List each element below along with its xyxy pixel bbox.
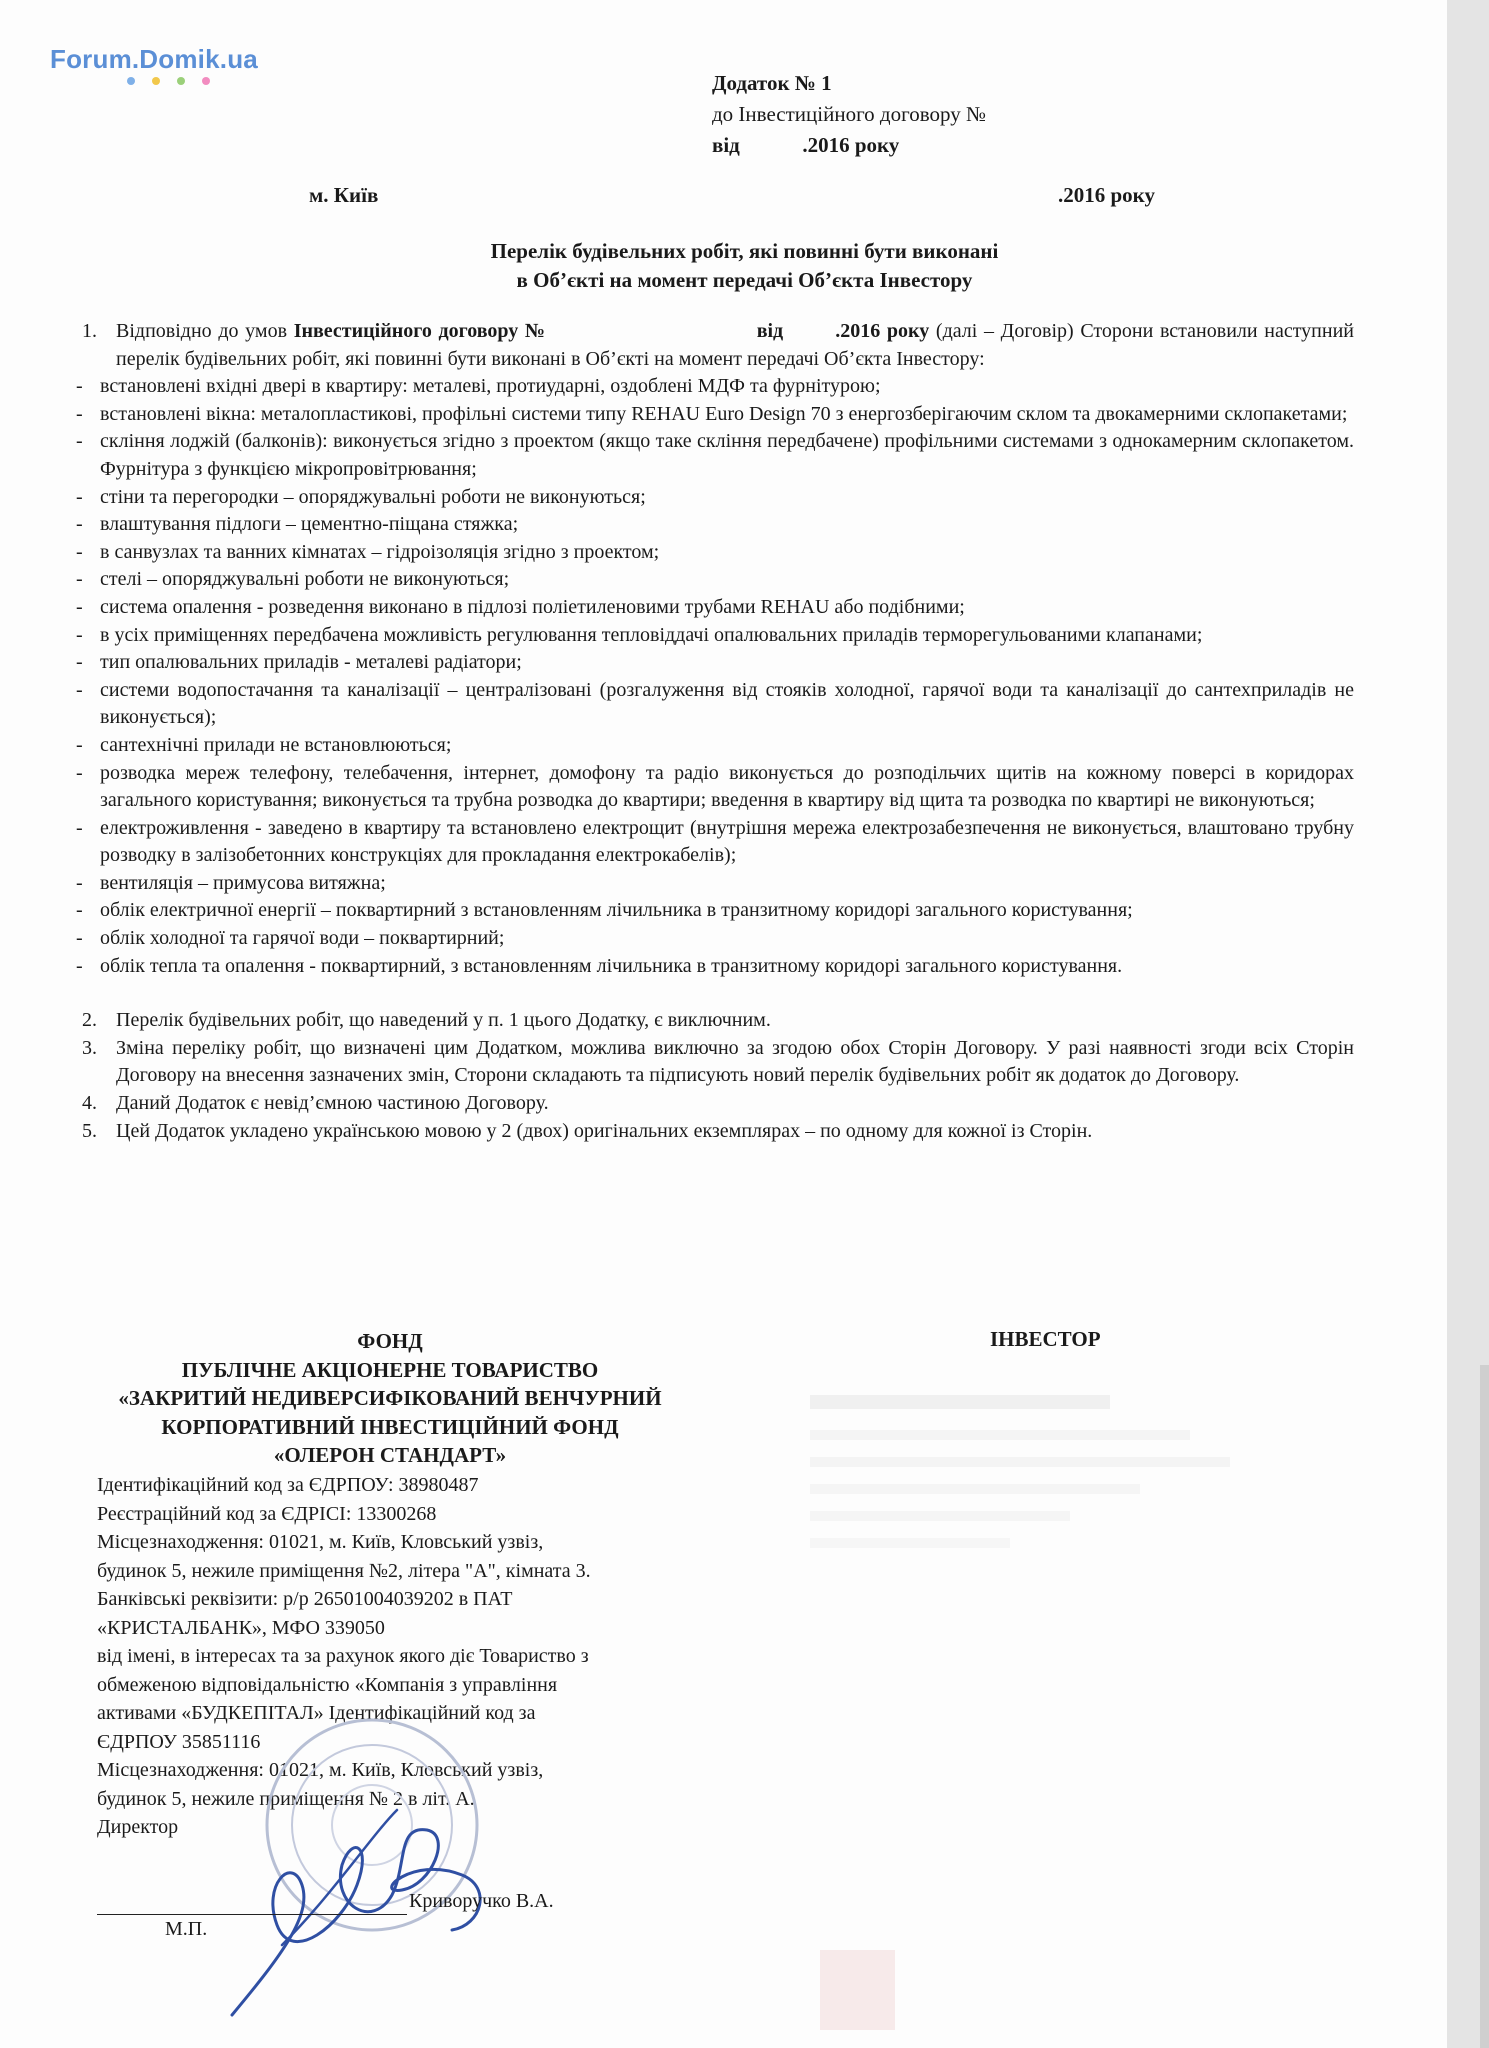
list-bullet: - [76,678,83,701]
list-bullet: - [76,871,83,894]
fund-detail-line: Місцезнаходження: 01021, м. Київ, Кловський узвіз, [97,1759,544,1781]
watermark-dot [152,77,160,85]
document-body [72,318,1354,1145]
list-item [72,649,1354,677]
list-item-text: вентиляція – примусова витяжна; [100,871,386,894]
list-item-text: в усіх приміщеннях передбачена можливість регулювання тепловіддачі опалювальних приладів терморегульованими клапанами; [100,623,1203,646]
list-bullet: - [76,402,83,425]
paragraph-number: 3. [82,1036,97,1059]
paragraph-number: 1. [82,320,97,342]
closing-paragraphs [72,1007,1354,1145]
list-item [72,622,1354,650]
contract-date: .2016 року [835,320,930,342]
list-bullet: - [76,485,83,508]
paragraph-text: Даний Додаток є невід’ємною частиною Договору. [116,1092,549,1115]
fund-detail-line: будинок 5, нежиле приміщення №2, літера "А", кімната 3. [97,1559,591,1582]
list-item [72,594,1354,622]
list-item-text: розводка мереж телефону, телебачення, інтернет, домофону та радіо виконується до розподільчих щитів на кожному поверсі в коридорах загального користування; виконується та трубна розводка до квартири; введення в квартиру від щита та розводка по квартирі не виконуються; [100,761,1354,812]
list-item [72,760,1354,815]
watermark-dot [127,77,135,85]
fund-name-line: ПУБЛІЧНЕ АКЦІОНЕРНЕ ТОВАРИСТВО [181,1357,599,1382]
paragraph-number: 4. [82,1092,97,1115]
title-line: в Об’єкті на момент передачі Об’єкта Інвестору [516,268,973,292]
list-bullet: - [76,540,83,563]
list-item [72,897,1354,925]
paragraph-text: Відповідно до умов [116,320,294,342]
fund-name-line: «ОЛЕРОН СТАНДАРТ» [273,1443,507,1467]
list-item [72,953,1354,981]
watermark-logo[interactable]: Forum.Domik.ua [50,44,258,74]
appendix-contract-line [712,99,986,130]
faded-investor-block [790,1385,1350,1585]
scan-edge-shadow [1480,1365,1489,2048]
list-item-text: влаштування підлоги – цементно-піщана стяжка; [100,513,519,536]
date-prefix: від [712,133,740,157]
paragraph-text: Зміна переліку робіт, що визначені цим Додатком, можлива виключно за згодою обох Сторін Договору. У разі наявності згоди всіх Сторін Договору на внесення зазначених змін, Сторони складають та підписують новий перелік будівельних робіт як додаток до Договору. [116,1036,1354,1087]
stamp-and-signature [222,1715,622,2035]
list-item-text: стелі – опоряджувальні роботи не виконуються; [100,568,510,591]
date-suffix: .2016 року [802,133,900,157]
fund-detail-line: Директор [97,1816,179,1838]
list-item [72,428,1354,483]
investor-label: ІНВЕСТОР [990,1327,1101,1351]
works-list [72,373,1354,980]
watermark-dots [127,77,210,85]
fund-name-line: КОРПОРАТИВНИЙ ІНВЕСТИЦІЙНИЙ ФОНД [161,1414,619,1439]
fund-detail-line: обмеженою відповідальністю «Компанія з управління [97,1673,558,1696]
signatory-name: Криворучко В.А. [409,1890,554,1912]
fund-detail-line: «КРИСТАЛБАНК», МФО 339050 [97,1616,385,1639]
signature-line [97,1914,407,1915]
list-bullet: - [76,595,83,618]
list-bullet: - [76,568,83,591]
paragraph [72,1118,1354,1146]
list-bullet: - [76,430,83,453]
list-item [72,566,1354,594]
list-bullet: - [76,954,83,977]
spacer [72,980,1354,1007]
list-item [72,401,1354,429]
paragraph-number: 2. [82,1009,97,1032]
list-item-text: облік тепла та опалення - поквартирний, з встановленням лічильника в транзитному коридорі загального користування. [100,954,1123,977]
list-bullet: - [76,513,83,536]
paragraph-text: Перелік будівельних робіт, що наведений у п. 1 цього Додатку, є виключним. [116,1009,771,1032]
list-item-text: скління лоджій (балконів): виконується згідно з проектом (якщо таке скління передбачене) профільними системами з однокамерним склопакетом. Фурнітура з функцією мікропровітрювання; [100,430,1354,480]
list-item [72,925,1354,953]
list-item [72,373,1354,401]
list-item [72,677,1354,732]
fund-name-line: «ЗАКРИТИЙ НЕДИВЕРСИФІКОВАНИЙ ВЕНЧУРНИЙ [118,1386,662,1410]
list-bullet: - [76,899,83,922]
list-item-text: в санвузлах та ванних кімнатах – гідроізоляція згідно з проектом; [100,540,660,563]
contract-reference: до Інвестиційного договору № [712,102,986,126]
fund-detail-line: будинок 5, нежиле приміщення № 2 в літ. А. [97,1787,475,1810]
list-item [72,815,1354,870]
watermark-dot [177,77,185,85]
fund-label: ФОНД [357,1329,423,1353]
contract-name: Інвестиційного договору № [293,320,547,342]
list-bullet: - [76,761,83,784]
list-bullet: - [76,816,83,839]
title-line: Перелік будівельних робіт, які повинні бути виконані [490,239,999,263]
appendix-header [712,68,986,161]
list-bullet: - [76,927,83,950]
list-item-text: встановлені вхідні двері в квартиру: металеві, протиударні, оздоблені МДФ та фурнітурою; [100,375,881,398]
fund-detail-line: Банківські реквізити: р/р 26501004039202 в ПАТ [97,1588,513,1610]
list-item-text: системи водопостачання та каналізації – централізовані (розгалуження від стояків холодної, гарячої води та каналізації до сантехприладів не виконується); [100,678,1354,729]
paragraph-1 [72,318,1354,373]
list-item-text: сантехнічні прилади не встановлюються; [100,733,452,756]
place-date: .2016 року [1058,183,1155,207]
list-item [72,732,1354,760]
contract-date-prefix: від [756,320,784,342]
list-item [72,484,1354,512]
fund-detail-line: ЄДРПОУ 35851116 [97,1730,261,1753]
appendix-date-line [712,130,986,161]
list-item [72,511,1354,539]
fund-detail-line: Місцезнаходження: 01021, м. Київ, Кловський узвіз, [97,1531,544,1553]
list-bullet: - [76,733,83,756]
list-bullet: - [76,375,83,398]
seal-label: М.П. [165,1918,208,1940]
watermark-dot [202,77,210,85]
appendix-number: Додаток № 1 [712,71,832,95]
fund-detail-line: активами «БУДКЕПІТАЛ» Ідентифікаційний код за [97,1702,536,1724]
list-bullet: - [76,623,83,646]
document-title [0,237,1489,295]
paragraph [72,1090,1354,1118]
list-item [72,870,1354,898]
paragraph-number: 5. [82,1119,97,1142]
paragraph [72,1007,1354,1035]
list-item-text: облік холодної та гарячої води – поквартирний; [100,927,505,950]
fund-detail-line: Ідентифікаційний код за ЄДРПОУ: 38980487 [97,1474,479,1496]
fund-heading [95,1327,685,1470]
paragraph [72,1035,1354,1090]
list-item-text: система опалення - розведення виконано в підлозі поліетиленовими трубами REHAU або подібними; [100,595,965,618]
list-item-text: встановлені вікна: металопластикові, профільні системи типу REHAU Euro Design 70 з енергозберігаючим склом та двокамерними склопакетами; [100,402,1348,425]
fund-detail-line: Реєстраційний код за ЄДРІСІ: 13300268 [97,1502,437,1525]
fund-detail-line: від імені, в інтересах та за рахунок якого діє Товариство з [97,1645,589,1667]
faded-mark [820,1950,895,2030]
paragraph-text: Цей Додаток укладено українською мовою у 2 (двох) оригінальних екземплярах – по одному для кожної із Сторін. [116,1119,1093,1142]
list-item [72,539,1354,567]
list-bullet: - [76,651,83,674]
paragraph-text: (далі – Договір) Сторони встановили наступний перелік будівельних робіт, які повинні бути виконані в Об’єкті на момент передачі Об’єкта Інвестору: [116,320,1354,370]
list-item-text: стіни та перегородки – опоряджувальні роботи не виконуються; [100,485,646,508]
list-item-text: облік електричної енергії – поквартирний з встановленням лічильника в транзитному коридорі загального користування; [100,899,1133,922]
list-item-text: тип опалювальних приладів - металеві радіатори; [100,651,522,674]
place-city: м. Київ [309,183,379,207]
list-item-text: електроживлення - заведено в квартиру та встановлено електрощит (внутрішня мережа електрозабезпечення не виконується, влаштовано трубну розводку в залізобетонних конструкціях для прокладання електрокабелів); [100,816,1354,867]
